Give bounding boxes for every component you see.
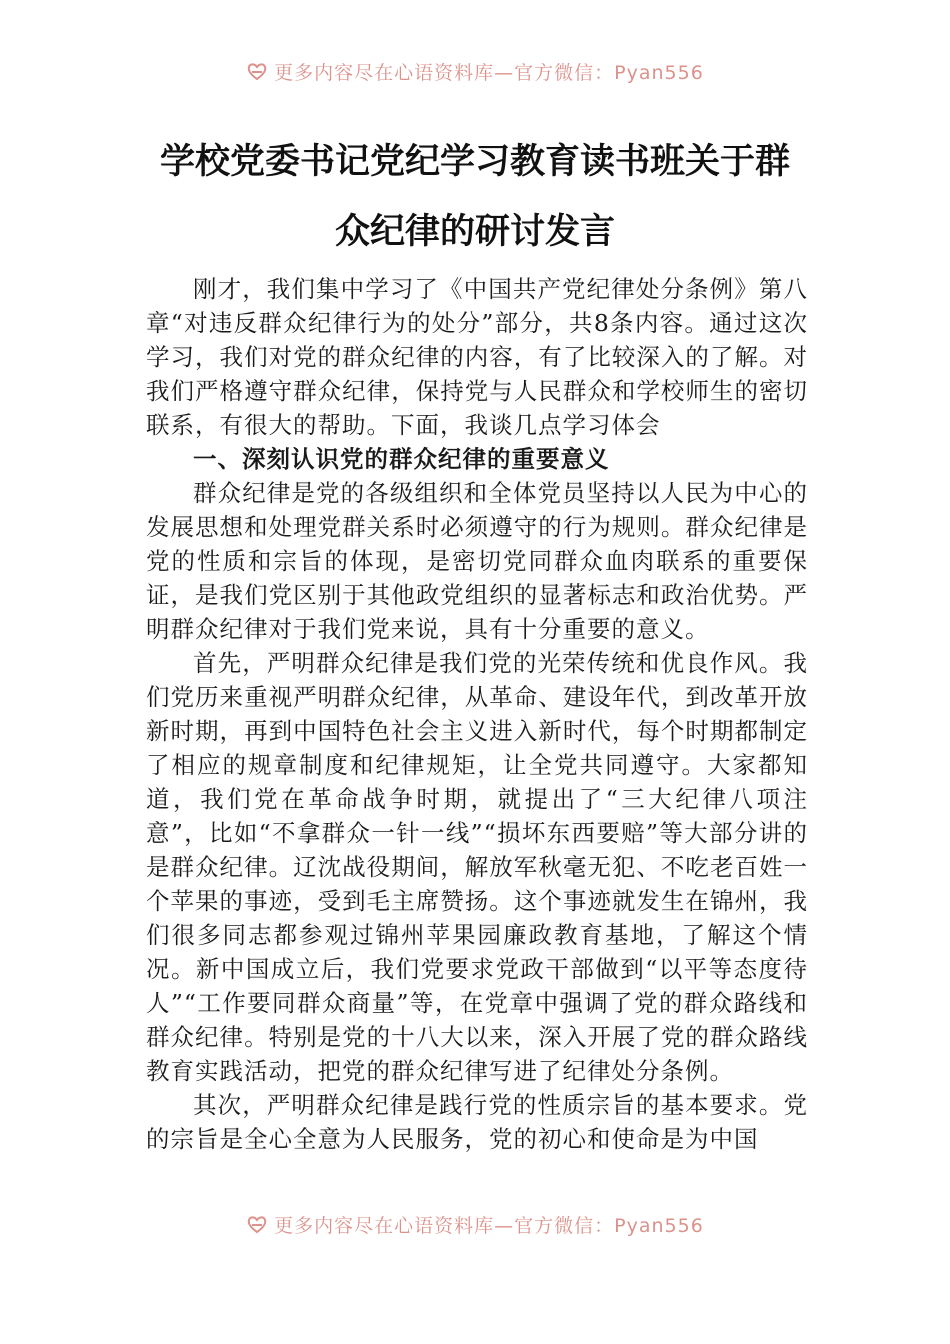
document-body [146, 272, 808, 1156]
footer-watermark-text: 更多内容尽在心语资料库—官方微信：Pyan556 [274, 1214, 704, 1237]
footer-watermark [0, 1209, 950, 1239]
header-watermark [0, 56, 950, 86]
paragraph-first: 首先，严明群众纪律是我们党的光荣传统和优良作风。我们党历来重视严明群众纪律，从革命、建设年代，到改革开放新时期，再到中国特色社会主义进入新时代，每个时期都制定了相应的规章制度和纪律规矩，让全党共同遵守。大家都知道，我们党在革命战争时期，就提出了“三大纪律八项注意”，比如“不拿群众一针一线”“损坏东西要赔”等大部分讲的是群众纪律。辽沈战役期间，解放军秋毫无犯、不吃老百姓一个苹果的事迹，受到毛主席赞扬。这个事迹就发生在锦州，我们很多同志都参观过锦州苹果园廉政教育基地，了解这个情况。新中国成立后，我们党要求党政干部做到“以平等态度待人”“工作要同群众商量”等，在党章中强调了党的群众路线和群众纪律。特别是党的十八大以来，深入开展了党的群众路线教育实践活动，把党的群众纪律写进了纪律处分条例。 [146, 649, 808, 1085]
heart-logo-icon [246, 60, 268, 82]
section-heading-1: 一、深刻认识党的群众纪律的重要意义 [193, 445, 610, 473]
document-title-line2: 众纪律的研讨发言 [334, 211, 615, 252]
header-watermark-text: 更多内容尽在心语资料库—官方微信：Pyan556 [274, 61, 704, 84]
paragraph-second: 其次，严明群众纪律是践行党的性质宗旨的基本要求。党的宗旨是全心全意为人民服务，党的初心和使命是为中国 [146, 1091, 808, 1153]
paragraph-intro: 刚才，我们集中学习了《中国共产党纪律处分条例》第八章“对违反群众纪律行为的处分”部分，共8条内容。通过这次学习，我们对党的群众纪律的内容，有了比较深入的了解。对我们严格遵守群众纪律，保持党与人民群众和学校师生的密切联系，有很大的帮助。下面，我谈几点学习体会 [146, 275, 808, 439]
heart-logo-icon [246, 1213, 268, 1235]
paragraph-significance: 群众纪律是党的各级组织和全体党员坚持以人民为中心的发展思想和处理党群关系时必须遵守的行为规则。群众纪律是党的性质和宗旨的体现，是密切党同群众血肉联系的重要保证，是我们党区别于其他政党组织的显著标志和政治优势。严明群众纪律对于我们党来说，具有十分重要的意义。 [146, 479, 808, 643]
document-title-line1: 学校党委书记党纪学习教育读书班关于群 [159, 141, 790, 182]
